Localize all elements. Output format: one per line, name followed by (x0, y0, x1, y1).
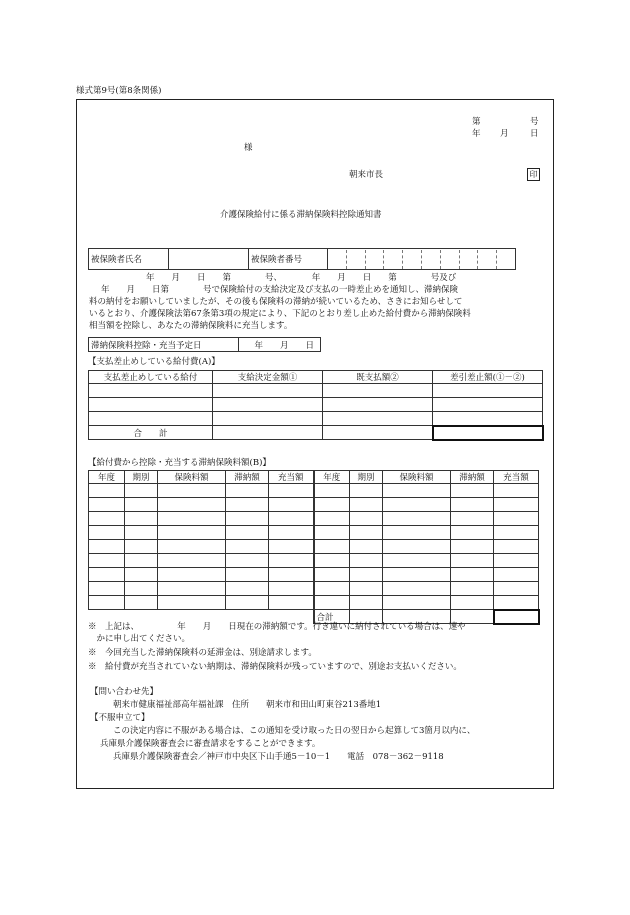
table-cell[interactable] (323, 398, 433, 412)
col-header: 充当額 (494, 471, 539, 484)
total-applied-cell[interactable] (494, 610, 539, 624)
table-cell[interactable] (125, 526, 158, 540)
table-cell[interactable] (494, 554, 539, 568)
table-cell[interactable] (494, 582, 539, 596)
table-cell[interactable] (158, 484, 226, 498)
total-withheld-cell[interactable] (433, 426, 543, 440)
number-digit[interactable] (346, 250, 365, 269)
table-row (89, 526, 539, 540)
note-line: ※ 給付費が充当されていない納期は、滞納保険料が残っていますので、別途お支払いください。 (88, 662, 462, 672)
table-cell[interactable] (89, 398, 213, 412)
table-cell[interactable] (158, 554, 226, 568)
table-cell[interactable] (383, 568, 451, 582)
date-year: 年 (472, 129, 481, 139)
objection-line: 兵庫県介護保険審査会／神戸市中央区下山手通5－10－1 電話 078－362－9118 (113, 752, 444, 762)
body-line: いるとおり、介護保険法第67条第3項の規定により、下記のとおり差し止めた給付費から滞納保険料 (89, 309, 471, 319)
table-cell[interactable] (323, 412, 433, 426)
table-cell[interactable] (158, 540, 226, 554)
table-cell[interactable] (451, 512, 494, 526)
table-cell[interactable] (350, 498, 383, 512)
table-cell[interactable] (226, 568, 269, 582)
table-cell[interactable] (314, 512, 350, 526)
col-header: 年度 (314, 471, 350, 484)
table-cell[interactable] (269, 596, 314, 610)
table-cell[interactable] (350, 554, 383, 568)
table-cell[interactable] (451, 498, 494, 512)
table-cell[interactable] (350, 526, 383, 540)
table-cell[interactable] (383, 582, 451, 596)
table-cell[interactable] (350, 596, 383, 610)
table-cell[interactable] (89, 526, 125, 540)
table-cell[interactable] (433, 398, 543, 412)
table-cell[interactable] (158, 582, 226, 596)
col-header: 保険料額 (158, 471, 226, 484)
table-cell[interactable] (451, 484, 494, 498)
section-a-title: 【支払差止めしている給付費(A)】 (88, 357, 220, 367)
insured-name-label: 被保険者氏名 (89, 249, 169, 270)
table-cell[interactable] (269, 526, 314, 540)
table-cell[interactable] (383, 484, 451, 498)
note-line: ※ 今回充当した滞納保険料の延滞金は、別途請求します。 (88, 648, 317, 658)
number-digit[interactable] (440, 250, 459, 269)
date-month: 月 (500, 129, 509, 139)
col-header: 滞納額 (226, 471, 269, 484)
table-cell[interactable] (494, 484, 539, 498)
table-cell[interactable] (125, 484, 158, 498)
col-header: 充当額 (269, 471, 314, 484)
table-cell[interactable] (350, 484, 383, 498)
table-cell[interactable] (350, 582, 383, 596)
col-header: 支給決定金額① (213, 371, 323, 384)
seal-mark: 印 (527, 168, 540, 181)
number-digit[interactable] (328, 250, 346, 269)
number-digit[interactable] (383, 250, 402, 269)
table-cell[interactable] (269, 568, 314, 582)
number-digit[interactable] (496, 250, 515, 269)
table-cell[interactable] (89, 582, 125, 596)
table-cell[interactable] (269, 498, 314, 512)
table-cell[interactable] (269, 484, 314, 498)
table-cell[interactable] (269, 582, 314, 596)
total-label: 合計 (314, 610, 350, 624)
table-cell[interactable] (433, 384, 543, 398)
table-cell[interactable] (158, 596, 226, 610)
col-header: 期別 (125, 471, 158, 484)
schedule-label: 滞納保険料控除・充当予定日 (89, 338, 239, 352)
col-header: 既支払額② (323, 371, 433, 384)
table-cell[interactable] (314, 526, 350, 540)
table-cell[interactable] (226, 526, 269, 540)
table-cell[interactable] (226, 554, 269, 568)
table-cell[interactable] (158, 568, 226, 582)
table-cell[interactable] (350, 512, 383, 526)
table-cell[interactable] (494, 568, 539, 582)
table-cell[interactable] (314, 582, 350, 596)
recipient-suffix: 様 (244, 143, 253, 153)
table-cell[interactable] (350, 568, 383, 582)
table-cell[interactable] (213, 398, 323, 412)
number-digit[interactable] (459, 250, 478, 269)
table-row (89, 540, 539, 554)
table-cell[interactable] (226, 582, 269, 596)
table-row (89, 596, 539, 610)
table-cell[interactable] (314, 540, 350, 554)
table-cell[interactable] (125, 568, 158, 582)
table-cell[interactable] (213, 384, 323, 398)
doc-number-prefix: 第 (472, 117, 481, 127)
col-header: 滞納額 (451, 471, 494, 484)
col-header: 差引差止額(①－②) (433, 371, 543, 384)
col-header: 保険料額 (383, 471, 451, 484)
table-cell[interactable] (226, 596, 269, 610)
number-digit[interactable] (477, 250, 496, 269)
contact-title: 【問い合わせ先】 (90, 687, 159, 697)
table-row (89, 568, 539, 582)
table-cell[interactable] (89, 540, 125, 554)
note-line: ※ 上記は、 年 月 日現在の滞納額です。行き違いに納付されている場合は、速や (88, 622, 466, 632)
table-cell[interactable] (226, 512, 269, 526)
total-cell[interactable] (213, 426, 323, 440)
table-cell[interactable] (89, 512, 125, 526)
table-cell[interactable] (383, 596, 451, 610)
table-cell[interactable] (383, 554, 451, 568)
table-cell[interactable] (269, 512, 314, 526)
table-cell[interactable] (125, 498, 158, 512)
table-cell[interactable] (269, 554, 314, 568)
table-cell[interactable] (383, 540, 451, 554)
table-row (89, 512, 539, 526)
table-cell[interactable] (125, 512, 158, 526)
table-cell[interactable] (383, 512, 451, 526)
table-row (89, 582, 539, 596)
document-title: 介護保険給付に係る滞納保険料控除通知書 (220, 210, 382, 220)
withheld-benefit-table (88, 370, 544, 441)
number-digit[interactable] (365, 250, 384, 269)
body-line: 相当額を控除し、あなたの滞納保険料に充当します。 (89, 321, 293, 331)
table-cell[interactable] (451, 582, 494, 596)
table-cell[interactable] (125, 582, 158, 596)
issuer-name: 朝来市長 (349, 170, 384, 180)
table-cell[interactable] (323, 384, 433, 398)
body-line: 年 月 日 第 号、 年 月 日 第 号及び (146, 273, 457, 283)
insured-table (88, 248, 516, 270)
section-b-title: 【給付費から控除・充当する滞納保険料額(B)】 (88, 458, 271, 468)
objection-title: 【不服申立て】 (90, 713, 150, 723)
contact-line: 朝来市健康福祉部高年福祉課 住所 朝来市和田山町東谷213番地1 (113, 700, 382, 710)
notice-form (76, 99, 554, 789)
objection-line: 兵庫県介護保険審査会に審査請求をすることができます。 (100, 739, 321, 749)
total-cell[interactable] (323, 426, 433, 440)
schedule-date[interactable]: 年 月 日 (239, 338, 321, 352)
table-cell[interactable] (494, 540, 539, 554)
table-cell[interactable] (314, 554, 350, 568)
table-cell[interactable] (226, 484, 269, 498)
table-cell[interactable] (314, 484, 350, 498)
table-cell[interactable] (158, 512, 226, 526)
table-row (89, 484, 539, 498)
date-day: 日 (530, 129, 539, 139)
body-line: 年 月 日第 号で保険給付の支給決定及び支払の一時差止めを通知し、滞納保険 (101, 285, 459, 295)
schedule-table (88, 337, 321, 352)
col-header: 年度 (89, 471, 125, 484)
body-line: 料の納付をお願いしていましたが、その後も保険料の滞納が続いているため、さきにお知らせして (89, 297, 463, 307)
premium-deduction-table (88, 470, 540, 625)
form-label: 様式第9号(第8条関係) (76, 86, 162, 96)
table-cell[interactable] (89, 412, 213, 426)
total-label: 合 計 (89, 426, 213, 440)
table-cell[interactable] (125, 554, 158, 568)
table-cell[interactable] (314, 568, 350, 582)
table-cell[interactable] (213, 412, 323, 426)
table-row (89, 498, 539, 512)
table-cell[interactable] (451, 526, 494, 540)
table-cell[interactable] (226, 498, 269, 512)
table-cell[interactable] (125, 596, 158, 610)
table-cell[interactable] (494, 526, 539, 540)
doc-number-suffix: 号 (530, 117, 539, 127)
table-cell[interactable] (89, 384, 213, 398)
table-cell[interactable] (226, 540, 269, 554)
table-cell[interactable] (494, 596, 539, 610)
table-cell[interactable] (451, 568, 494, 582)
table-cell[interactable] (494, 498, 539, 512)
table-row (89, 554, 539, 568)
insured-number-label: 被保険者番号 (249, 249, 328, 270)
table-cell[interactable] (269, 540, 314, 554)
col-header: 支払差止めしている給付 (89, 371, 213, 384)
table-cell[interactable] (89, 498, 125, 512)
table-cell[interactable] (89, 596, 125, 610)
number-digit[interactable] (402, 250, 421, 269)
number-digit[interactable] (421, 250, 440, 269)
table-cell[interactable] (350, 540, 383, 554)
table-cell[interactable] (451, 596, 494, 610)
objection-line: この決定内容に不服がある場合は、この通知を受け取った日の翌日から起算して3箇月以内に、 (113, 726, 476, 736)
table-cell[interactable] (89, 484, 125, 498)
insured-number-field[interactable] (328, 249, 516, 270)
table-cell[interactable] (158, 526, 226, 540)
note-line: かに申し出てください。 (88, 634, 191, 644)
table-cell[interactable] (314, 498, 350, 512)
table-cell[interactable] (89, 554, 125, 568)
table-cell[interactable] (158, 498, 226, 512)
table-cell[interactable] (314, 596, 350, 610)
table-cell[interactable] (383, 498, 451, 512)
table-cell[interactable] (383, 526, 451, 540)
table-cell[interactable] (494, 512, 539, 526)
table-cell[interactable] (451, 540, 494, 554)
table-cell[interactable] (125, 540, 158, 554)
col-header: 期別 (350, 471, 383, 484)
table-cell[interactable] (433, 412, 543, 426)
table-cell[interactable] (89, 568, 125, 582)
insured-name-value[interactable] (169, 249, 249, 270)
table-cell[interactable] (451, 554, 494, 568)
